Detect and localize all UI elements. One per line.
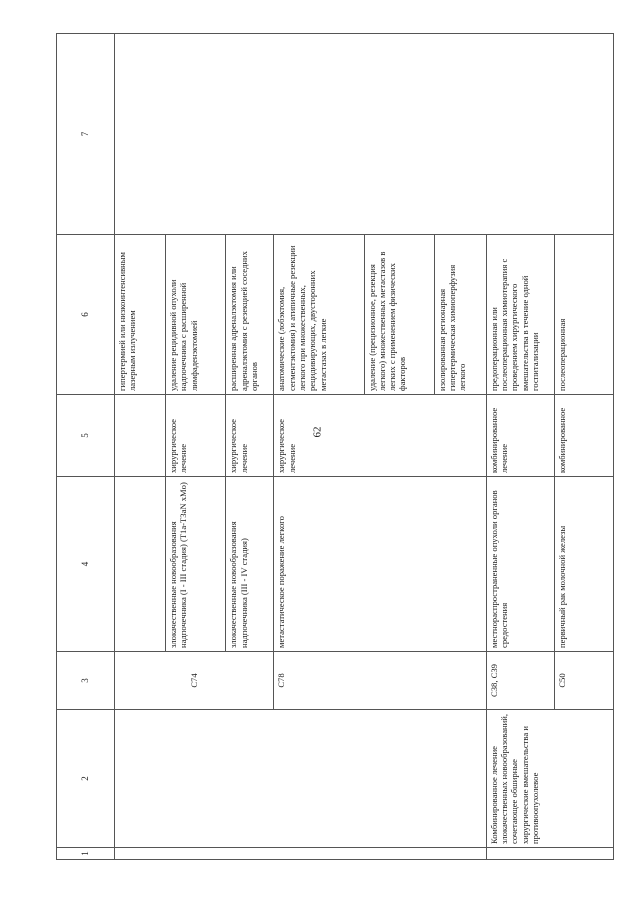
cell-diagnosis: местнораспространенные опухоли органов средостения [486, 477, 554, 652]
cell-method: удаление (прецизионное, резекция легкого) множественных метастазов в легких с применением физических факторов [364, 235, 434, 395]
cell-method: анатомические (лобэктомия, сегментэктомия) и атипичные резекции легкого при множественных, рецидивирующих, двусторонних метастазах в легкие [274, 235, 364, 395]
cell-code-c74: C74 [115, 652, 274, 710]
cell-method: расширенная адреналэктомия или адреналэктомия с резекцией соседних органов [226, 235, 274, 395]
header-col-3: 3 [57, 652, 115, 710]
cell-col1 [115, 848, 487, 860]
cell-diagnosis: метастатическое поражение легкого [274, 477, 486, 652]
cell-method: гипертермией или низкоинтенсивным лазерным излучением [115, 235, 166, 395]
cell-method: удаление рецидивной опухоли надпочечника с расширенной лимфаденэктомией [166, 235, 226, 395]
cell-col2 [115, 710, 487, 848]
cell-method: изолированная регионарная гипертермическая химиоперфузия легкого [434, 235, 486, 395]
table-row [115, 34, 166, 860]
cell-col7 [115, 34, 614, 235]
cell-diagnosis: первичный рак молочной железы [554, 477, 613, 652]
treatment-table [56, 33, 614, 860]
cell-treatment-type: комбинированное [554, 395, 613, 477]
header-col-4: 4 [57, 477, 115, 652]
cell-treatment-type: комбинированное лечение [486, 395, 554, 477]
cell-diagnosis: злокачественные новообразования надпочечника (III - IV стадия) [226, 477, 274, 652]
cell-treatment-type: хирургическое лечение [166, 395, 226, 477]
cell-treatment-type [115, 395, 166, 477]
cell-col1 [486, 848, 613, 860]
rotated-table-wrapper [56, 34, 614, 860]
cell-diagnosis [115, 477, 166, 652]
page-number: 62 [311, 426, 324, 438]
cell-code-c50: C50 [554, 652, 613, 710]
cell-group-title: Комбинированное лечение злокачественных новообразований, сочетающее обширные хирургические вмешательства и противоопухолевое [486, 710, 613, 848]
header-col-6: 6 [57, 235, 115, 395]
cell-code-c38: C38, C39 [486, 652, 554, 710]
header-row [57, 34, 115, 860]
cell-treatment-type: хирургическое лечение [226, 395, 274, 477]
cell-method: предоперационная или послеоперационная химиотерапия с проведением хирургического вмешательства в течение одной госпитализации [486, 235, 554, 395]
header-col-2: 2 [57, 710, 115, 848]
cell-method: послеоперационная [554, 235, 613, 395]
cell-diagnosis: злокачественные новообразования надпочечника (I - III стадия) (T1a-T3aN xMo) [166, 477, 226, 652]
cell-code-c78: C78 [274, 652, 486, 710]
header-col-7: 7 [57, 34, 115, 235]
header-col-5: 5 [57, 395, 115, 477]
header-col-1: 1 [57, 848, 115, 860]
cell-treatment-type: хирургическое лечение [274, 395, 486, 477]
